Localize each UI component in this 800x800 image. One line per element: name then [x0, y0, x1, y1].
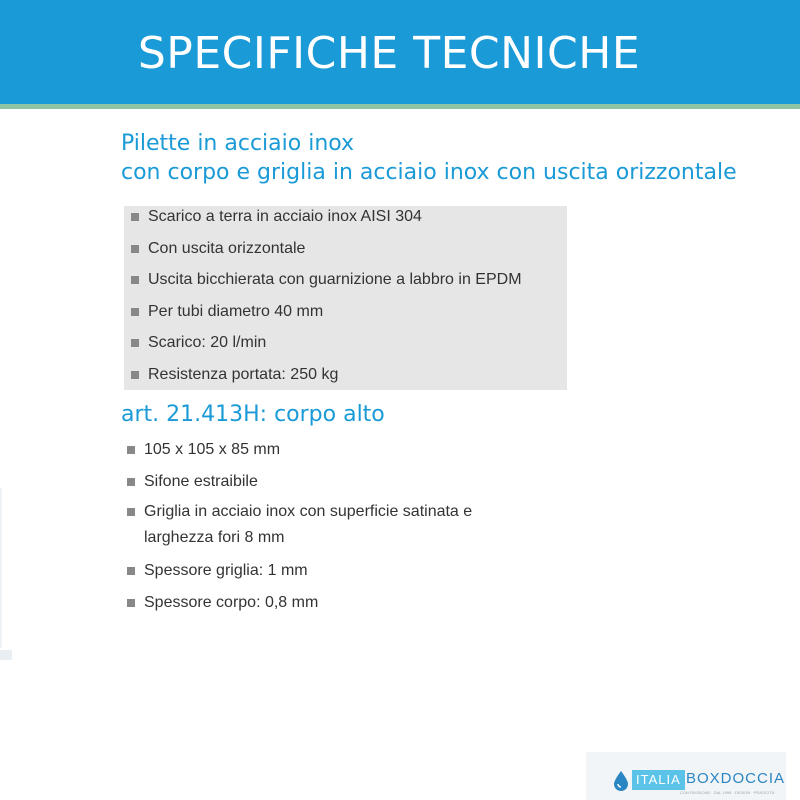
article-text: Griglia in acciaio inox con superficie satinata e larghezza fori 8 mm [144, 503, 473, 546]
bullet-icon [131, 371, 139, 379]
list-item [127, 434, 524, 466]
article-list [127, 434, 524, 618]
list-item [131, 233, 522, 265]
bullet-icon [131, 245, 139, 253]
list-item [131, 296, 522, 328]
bullet-icon [127, 446, 135, 454]
edge-decoration [0, 650, 12, 660]
brand-logo [586, 752, 786, 800]
list-item [127, 497, 524, 555]
bullet-icon [127, 599, 135, 607]
bullet-icon [131, 276, 139, 284]
bullet-icon [127, 478, 135, 486]
logo-italia: ITALIA [632, 770, 685, 790]
list-item [131, 264, 522, 296]
logo-tagline: CON PASSIONE · DAL 1998 · DESIGN · PRATICITÀ [680, 790, 775, 795]
list-item [127, 466, 524, 498]
subtitle-line-1: Pilette in acciaio inox [121, 131, 355, 156]
header-divider [0, 104, 800, 109]
spec-text: Scarico: 20 l/min [148, 334, 267, 351]
page-title: SPECIFICHE TECNICHE [137, 28, 641, 79]
article-title: art. 21.413H: corpo alto [121, 402, 385, 427]
list-item [127, 587, 524, 619]
bullet-icon [127, 508, 135, 516]
bullet-icon [131, 308, 139, 316]
spec-text: Scarico a terra in acciaio inox AISI 304 [148, 208, 422, 225]
water-drop-icon [612, 770, 630, 792]
spec-text: Per tubi diametro 40 mm [148, 302, 324, 320]
article-text: 105 x 105 x 85 mm [144, 441, 281, 458]
bullet-icon [131, 213, 139, 221]
article-text: Spessore griglia: 1 mm [144, 562, 308, 579]
list-item [131, 359, 522, 391]
spec-text: Resistenza portata: 250 kg [148, 365, 339, 383]
logo-boxdoccia: BOXDOCCIA [686, 770, 786, 787]
edge-decoration [0, 488, 2, 648]
list-item [131, 327, 522, 359]
spec-text: Con uscita orizzontale [148, 239, 306, 257]
spec-list [131, 201, 522, 390]
spec-text: Uscita bicchierata con guarnizione a labbro in EPDM [148, 271, 522, 288]
article-text: Sifone estraibile [144, 472, 258, 490]
list-item [131, 201, 522, 233]
bullet-icon [131, 339, 139, 347]
list-item [127, 555, 524, 587]
subtitle-line-2: con corpo e griglia in acciaio inox con uscita orizzontale [121, 160, 737, 185]
product-subtitle [121, 129, 737, 187]
bullet-icon [127, 567, 135, 575]
article-text: Spessore corpo: 0,8 mm [144, 593, 319, 611]
